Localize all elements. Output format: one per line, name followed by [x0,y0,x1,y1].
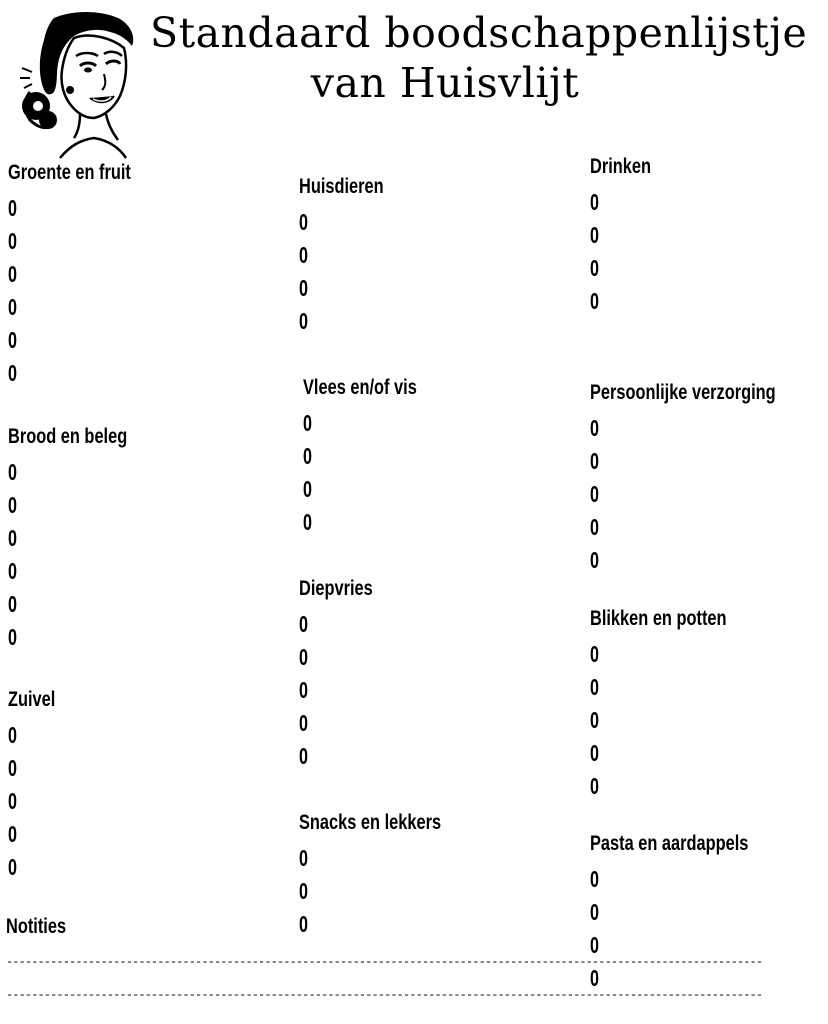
list-item: 0 [299,275,308,301]
list-item: 0 [299,743,308,769]
list-item: 0 [590,899,599,925]
section-brood-en-beleg [8,424,161,654]
list-item: 0 [590,866,599,892]
list-item: 0 [590,288,599,314]
section-blikken-en-potten [590,606,765,803]
section-heading: Pasta en aardappels [590,832,749,855]
section-snacks-en-lekkers [299,810,481,941]
section-notities [6,914,83,946]
list-item: 0 [303,509,312,535]
section-heading: Diepvries [299,577,373,600]
list-item: 0 [8,722,17,748]
list-item: 0 [299,611,308,637]
list-item: 0 [590,222,599,248]
section-groente-en-fruit [8,160,166,390]
section-vlees-en-of-vis [303,375,449,539]
list-item: 0 [590,514,599,540]
list-item: 0 [590,189,599,215]
section-persoonlijke-verzorging [590,380,828,577]
section-heading: Vlees en/of vis [303,376,417,399]
section-heading: Huisdieren [299,175,384,198]
list-item: 0 [299,209,308,235]
list-item: 0 [303,476,312,502]
list-item: 0 [8,327,17,353]
list-item: 0 [299,308,308,334]
list-item: 0 [299,845,308,871]
list-item: 0 [299,677,308,703]
list-item: 0 [590,674,599,700]
list-item: 0 [8,228,17,254]
list-item: 0 [303,443,312,469]
list-item: 0 [8,525,17,551]
section-heading: Brood en beleg [8,425,128,448]
list-item: 0 [590,740,599,766]
section-pasta-en-aardappels [590,831,793,995]
section-heading: Blikken en potten [590,607,727,630]
list-item: 0 [8,294,17,320]
list-item: 0 [8,788,17,814]
section-heading: Persoonlijke verzorging [590,381,776,404]
list-item: 0 [590,641,599,667]
section-heading: Groente en fruit [8,161,131,184]
list-item: 0 [8,624,17,650]
section-zuivel [8,687,69,884]
notes-line: ------------------------------------------------------------------------------------------------------------------------ [6,955,763,969]
page-title [150,8,808,108]
list-item: 0 [590,707,599,733]
list-item: 0 [8,261,17,287]
list-item: 0 [590,547,599,573]
list-item: 0 [590,448,599,474]
section-huisdieren [299,174,408,338]
title-line-1: Standaard boodschappenlijstje [150,9,808,57]
list-item: 0 [590,932,599,958]
list-item: 0 [299,911,308,937]
retro-woman-illustration [14,8,140,160]
list-item: 0 [8,360,17,386]
list-item: 0 [590,481,599,507]
section-heading: Notities [6,915,67,938]
list-item: 0 [590,415,599,441]
list-item: 0 [8,492,17,518]
list-item: 0 [303,410,312,436]
list-item: 0 [299,878,308,904]
list-item: 0 [590,773,599,799]
list-item: 0 [8,459,17,485]
list-item: 0 [8,558,17,584]
list-item: 0 [8,755,17,781]
section-heading: Drinken [590,155,651,178]
notes-line: ------------------------------------------------------------------------------------------------------------------------ [6,988,763,1002]
list-item: 0 [8,195,17,221]
title-line-2: van Huisvlijt [310,59,580,107]
list-item: 0 [8,854,17,880]
list-item: 0 [299,242,308,268]
list-item: 0 [299,644,308,670]
section-drinken [590,154,668,318]
list-item: 0 [590,255,599,281]
list-item: 0 [8,591,17,617]
section-heading: Zuivel [8,688,56,711]
section-diepvries [299,576,394,773]
section-heading: Snacks en lekkers [299,811,442,834]
list-item: 0 [590,965,599,991]
list-item: 0 [8,821,17,847]
list-item: 0 [299,710,308,736]
